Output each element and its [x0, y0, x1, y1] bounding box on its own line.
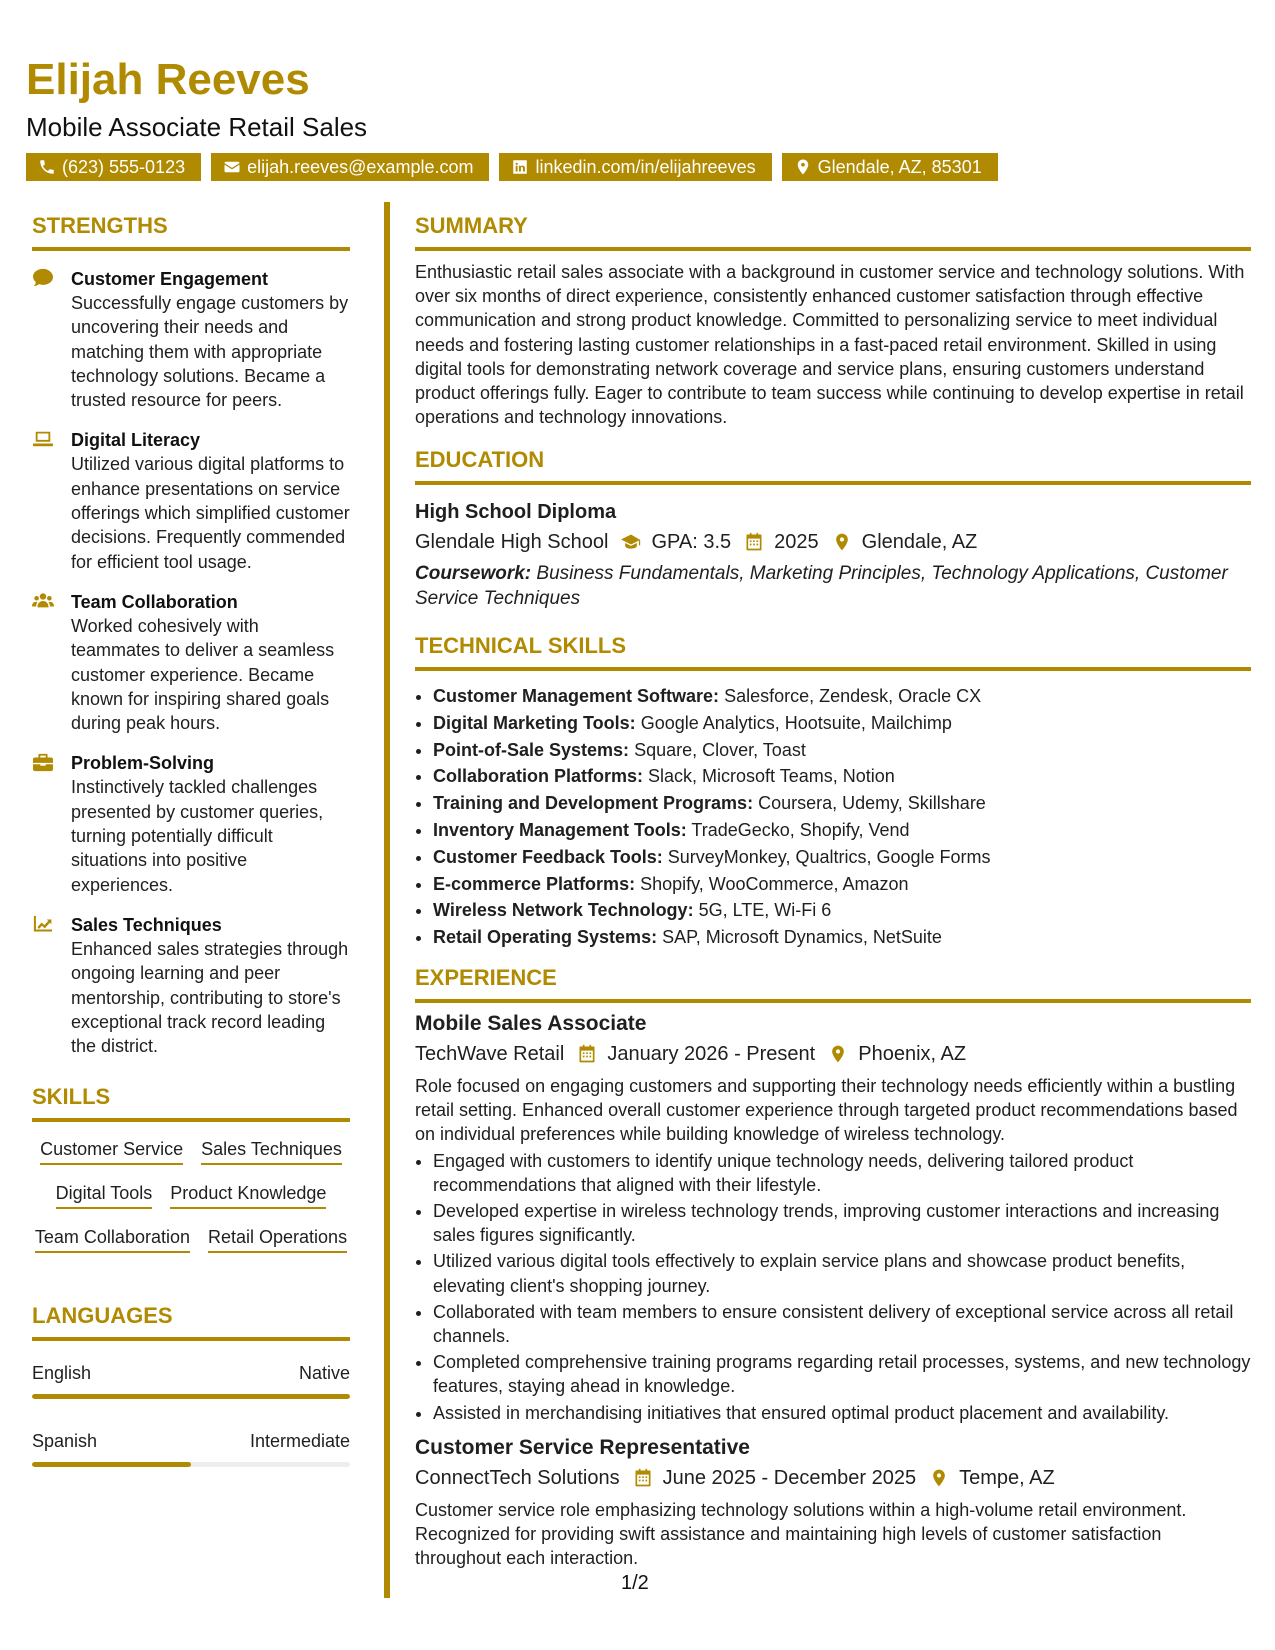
linkedin-text: linkedin.com/in/elijahreeves — [535, 157, 756, 177]
comment-icon — [32, 268, 54, 288]
coursework-list: Business Fundamentals, Marketing Principles, Technology Applications, Customer Service Techniques — [415, 563, 1228, 609]
language-name: Spanish — [32, 1431, 98, 1452]
candidate-name: Elijah Reeves — [26, 55, 310, 104]
education-coursework — [415, 562, 1251, 611]
job-dates: January 2026 - Present — [607, 1042, 816, 1065]
contact-bar — [26, 153, 998, 181]
contact-linkedin[interactable] — [499, 153, 771, 181]
column-divider — [384, 202, 390, 1598]
list-item: • Collaborated with team members to ensure consistent delivery of exceptional service across all retail channels. — [433, 1300, 1251, 1348]
language-proficiency-bar — [32, 1462, 350, 1467]
skills-heading: SKILLS — [32, 1086, 350, 1122]
languages-list — [32, 1361, 350, 1467]
strength-title: Team Collaboration — [71, 591, 238, 612]
language-level: Intermediate — [249, 1431, 350, 1452]
strengths-list — [32, 267, 350, 1058]
list-item: • Collaboration Platforms: Slack, Microsoft Teams, Notion — [433, 763, 1251, 790]
job-meta — [415, 1040, 1251, 1068]
strength-title: Problem-Solving — [71, 753, 215, 774]
left-column — [32, 215, 350, 1467]
list-item: • Wireless Network Technology: 5G, LTE, Wi-Fi 6 — [433, 897, 1251, 924]
technical-skills-heading: TECHNICAL SKILLS — [415, 635, 1251, 671]
calendar-icon — [744, 532, 764, 552]
contact-email[interactable] — [211, 153, 489, 181]
strength-item — [32, 913, 350, 1058]
education-gpa: GPA: 3.5 — [651, 531, 732, 554]
strength-desc: Instinctively tackled challenges presented by customer queries, turning potentially difficult situations into positive experiences. — [71, 777, 324, 895]
skill-tag: Product Knowledge — [170, 1181, 326, 1209]
strength-desc: Enhanced sales strategies through ongoing learning and peer mentorship, contributing to store's exceptional track record leading the district. — [71, 938, 349, 1057]
contact-phone[interactable] — [26, 153, 201, 181]
skill-tag: Digital Tools — [56, 1181, 153, 1209]
strength-title: Sales Techniques — [71, 914, 222, 935]
skills-list — [32, 1137, 350, 1253]
map-marker-icon — [832, 532, 852, 552]
job-entry — [415, 1435, 1251, 1571]
job-dates: June 2025 - December 2025 — [662, 1466, 917, 1489]
list-item: • Digital Marketing Tools: Google Analytics, Hootsuite, Mailchimp — [433, 710, 1251, 737]
job-company: TechWave Retail — [415, 1042, 565, 1065]
strength-title: Digital Literacy — [71, 430, 201, 451]
job-title: Mobile Sales Associate — [415, 1011, 647, 1035]
map-marker-icon — [929, 1468, 949, 1488]
calendar-icon — [577, 1044, 597, 1064]
list-item: • E-commerce Platforms: Shopify, WooCommerce, Amazon — [433, 871, 1251, 898]
toolbox-icon — [32, 752, 54, 772]
users-icon — [32, 591, 54, 611]
languages-heading: LANGUAGES — [32, 1305, 350, 1341]
job-location: Tempe, AZ — [959, 1466, 1055, 1489]
job-title: Customer Service Representative — [415, 1435, 750, 1459]
map-marker-icon — [794, 158, 812, 176]
skill-tag: Team Collaboration — [35, 1225, 190, 1253]
language-item — [32, 1361, 350, 1399]
strength-item — [32, 751, 350, 896]
right-column — [415, 215, 1251, 1570]
strength-title: Customer Engagement — [71, 269, 269, 289]
laptop-icon — [32, 429, 54, 449]
phone-text: (623) 555-0123 — [62, 157, 186, 177]
job-meta — [415, 1464, 1251, 1492]
envelope-icon — [223, 158, 241, 176]
job-location: Phoenix, AZ — [858, 1042, 967, 1065]
list-item: • Point-of-Sale Systems: Square, Clover, Toast — [433, 737, 1251, 764]
job-bullets — [415, 1149, 1251, 1425]
strength-item — [32, 590, 350, 735]
list-item: • Training and Development Programs: Coursera, Udemy, Skillshare — [433, 790, 1251, 817]
list-item: • Customer Feedback Tools: SurveyMonkey, Qualtrics, Google Forms — [433, 844, 1251, 871]
language-name: English — [32, 1363, 92, 1384]
list-item: • Completed comprehensive training programs regarding retail processes, systems, and new technology features, staying ahead in knowledge. — [433, 1350, 1251, 1398]
strength-desc: Worked cohesively with teammates to deliver a seamless customer experience. Became known for inspiring shared goals during peak hours. — [71, 615, 335, 734]
graduation-cap-icon — [621, 532, 641, 552]
list-item: • Utilized various digital tools effectively to explain service plans and showcase product benefits, elevating client's shopping journey. — [433, 1249, 1251, 1297]
list-item: • Developed expertise in wireless technology trends, improving customer interactions and increasing sales figures significantly. — [433, 1199, 1251, 1247]
map-marker-icon — [828, 1044, 848, 1064]
strengths-heading: STRENGTHS — [32, 215, 350, 251]
phone-icon — [38, 158, 56, 176]
list-item: • Retail Operating Systems: SAP, Microsoft Dynamics, NetSuite — [433, 924, 1251, 951]
email-text: elijah.reeves@example.com — [247, 157, 474, 177]
chart-line-icon — [32, 914, 54, 934]
list-item: • Inventory Management Tools: TradeGecko, Shopify, Vend — [433, 817, 1251, 844]
language-item — [32, 1429, 350, 1467]
education-year: 2025 — [774, 531, 819, 554]
page-number: 1/2 — [621, 1572, 649, 1594]
job-entry — [415, 1011, 1251, 1425]
language-proficiency-fill — [32, 1462, 191, 1467]
list-item: • Customer Management Software: Salesforce, Zendesk, Oracle CX — [433, 683, 1251, 710]
technical-skills-list — [415, 683, 1251, 951]
education-degree: High School Diploma — [415, 501, 617, 524]
location-text: Glendale, AZ, 85301 — [817, 157, 982, 177]
education-location: Glendale, AZ — [861, 531, 978, 554]
education-school: Glendale High School — [415, 531, 609, 554]
language-proficiency-fill — [32, 1394, 350, 1399]
summary-text: Enthusiastic retail sales associate with a background in customer service and technology solutions. With over six months of direct experience, consistently enhanced customer satisfaction through effective communication and strong product knowledge. Committed to personalizing service to meet individual needs and fostering lasting customer relationships in a fast-paced retail environment. Skilled in using digital tools for demonstrating network coverage and service plans, ensuring customers understand product offerings fully. Eager to contribute to team success while continuing to develop expertise in retail operations and technology innovations. — [415, 262, 1245, 428]
language-level: Native — [298, 1363, 350, 1384]
language-proficiency-bar — [32, 1394, 350, 1399]
job-summary: Role focused on engaging customers and supporting their technology needs efficiently within a bustling retail setting. Enhanced overall customer experience through targeted product recommendations based on individual preferences while building knowledge of wireless technology. — [415, 1075, 1238, 1145]
job-company: ConnectTech Solutions — [415, 1466, 620, 1489]
strength-item — [32, 267, 350, 412]
education-heading: EDUCATION — [415, 449, 1251, 485]
list-item: • Assisted in merchandising initiatives that ensured optimal product placement and availability. — [433, 1401, 1251, 1425]
strength-item — [32, 428, 350, 573]
skill-tag: Sales Techniques — [201, 1137, 342, 1165]
calendar-icon — [633, 1468, 653, 1488]
skill-tag: Customer Service — [40, 1137, 183, 1165]
list-item: • Engaged with customers to identify unique technology needs, delivering tailored product recommendations that aligned with their lifestyle. — [433, 1149, 1251, 1197]
skill-tag: Retail Operations — [208, 1225, 347, 1253]
summary-heading: SUMMARY — [415, 215, 1251, 251]
education-meta — [415, 528, 1251, 556]
experience-heading: EXPERIENCE — [415, 967, 1251, 1003]
strength-desc: Utilized various digital platforms to enhance presentations on service offerings which simplified customer decisions. Frequently commended for efficient tool usage. — [71, 454, 350, 572]
job-summary: Customer service role emphasizing technology solutions within a high-volume retail environment. Recognized for providing swift assistance and maintaining high levels of customer satisfaction throughout each interaction. — [415, 1499, 1187, 1569]
candidate-headline: Mobile Associate Retail Sales — [26, 112, 368, 142]
strength-desc: Successfully engage customers by uncovering their needs and matching them with appropriate technology solutions. Became a trusted resource for peers. — [71, 293, 349, 411]
contact-location — [782, 153, 998, 181]
linkedin-icon — [511, 158, 529, 176]
coursework-label: Coursework: — [415, 563, 532, 585]
